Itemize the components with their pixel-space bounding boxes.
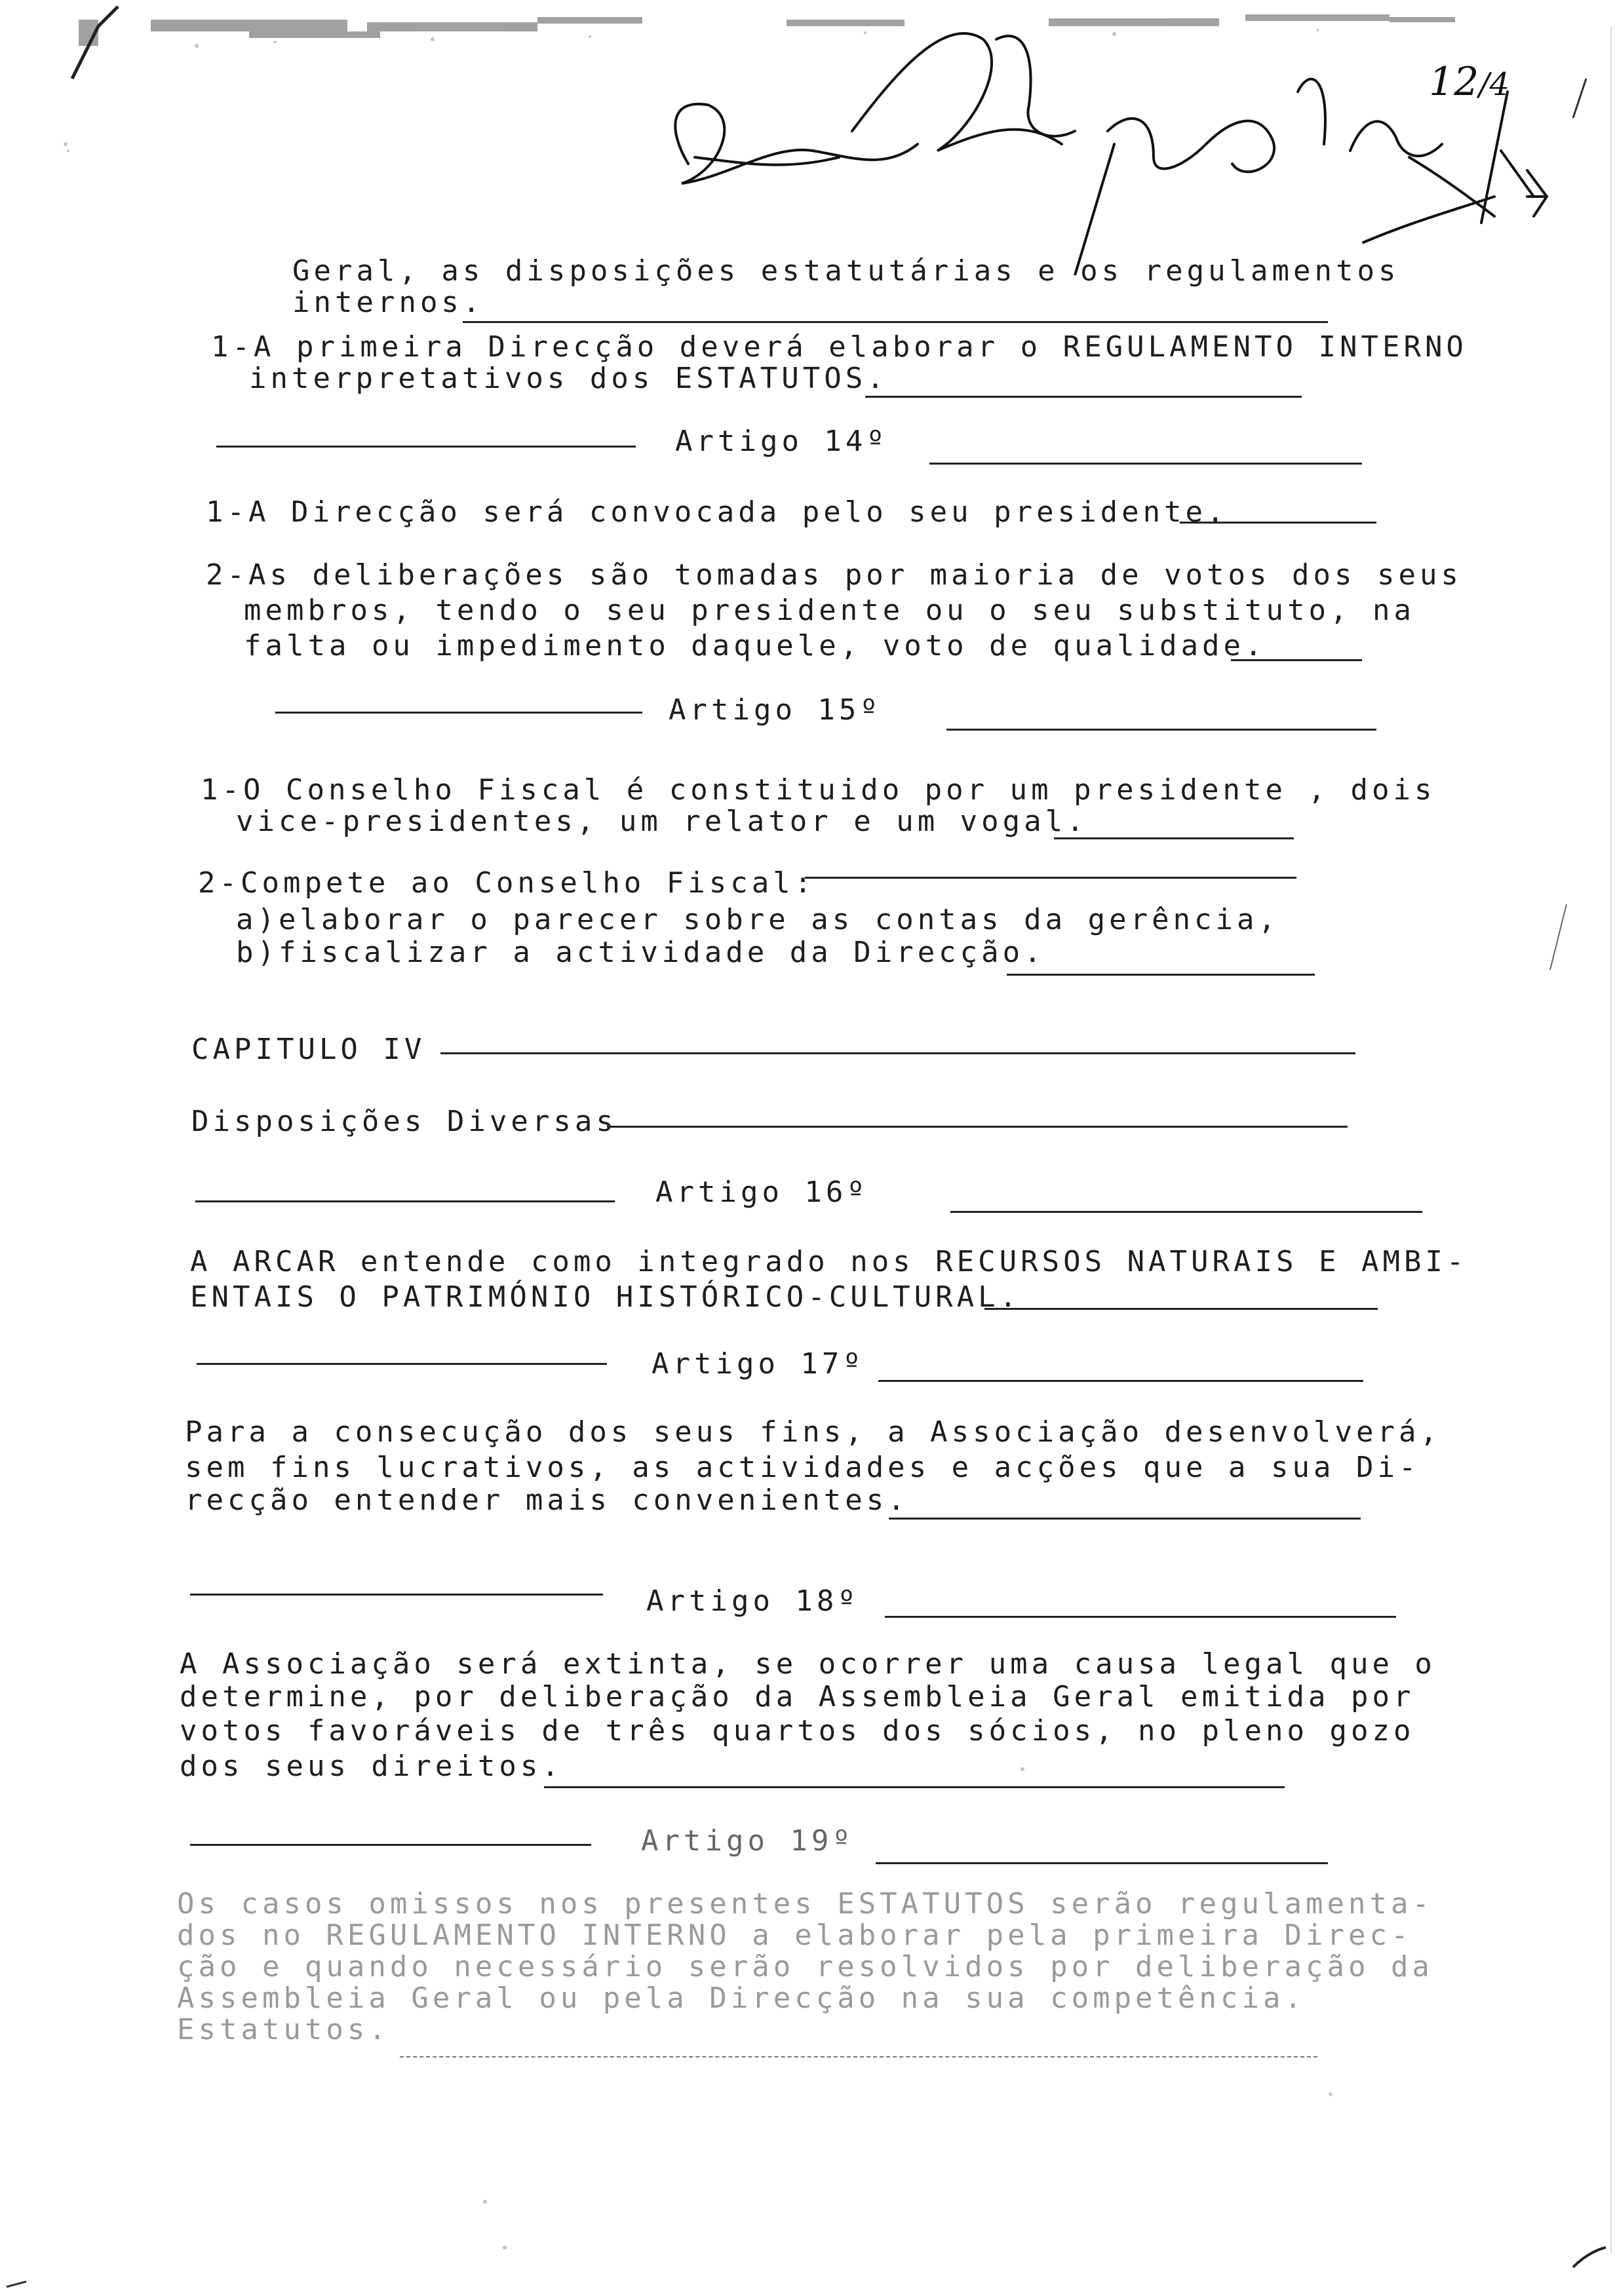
- text-line: sem fins lucrativos, as actividades e acções que a sua Di-: [185, 1451, 1420, 1484]
- fill-rule: [400, 2056, 1317, 2057]
- chapter-heading: CAPITULO IV: [191, 1033, 426, 1066]
- fill-rule: [195, 1200, 615, 1202]
- text-line: interpretativos dos ESTATUTOS.: [249, 362, 888, 395]
- fill-rule: [190, 1594, 603, 1596]
- fill-rule: [1007, 974, 1315, 976]
- article-heading: Artigo 19º: [641, 1824, 854, 1858]
- fill-rule: [463, 321, 1328, 323]
- text-line: A Associação será extinta, se ocorrer uma causa legal que o: [180, 1647, 1436, 1681]
- text-line: Geral, as disposições estatutárias e os regulamentos: [292, 254, 1400, 288]
- fill-rule: [190, 1844, 591, 1846]
- article-heading: Artigo 14º: [675, 425, 888, 458]
- fill-rule: [878, 1380, 1363, 1382]
- text-line: dos seus direitos.: [180, 1750, 563, 1783]
- text-line-faded: Os casos omissos nos presentes ESTATUTOS serão regulamenta-: [177, 1887, 1433, 1921]
- section-heading: Disposições Diversas: [191, 1105, 617, 1138]
- text-line: determine, por deliberação da Assembleia Geral emitida por: [180, 1680, 1415, 1713]
- fill-rule: [984, 1308, 1378, 1310]
- text-line: A ARCAR entende como integrado nos RECURSOS NATURAIS E AMBI-: [190, 1245, 1468, 1278]
- text-line: a)elaborar o parecer sobre as contas da gerência,: [236, 903, 1280, 936]
- fill-rule: [929, 463, 1362, 465]
- fill-rule: [1180, 522, 1376, 524]
- fill-rule: [950, 1211, 1422, 1213]
- article-heading: Artigo 18º: [646, 1584, 859, 1618]
- text-line-faded: ção e quando necessário serão resolvidos por deliberação da: [177, 1950, 1433, 1983]
- fill-rule: [275, 712, 642, 714]
- fill-rule: [885, 1616, 1396, 1618]
- fill-rule: [440, 1052, 1355, 1054]
- text-line: votos favoráveis de três quartos dos sócios, no pleno gozo: [180, 1714, 1415, 1748]
- text-line: internos.: [292, 286, 484, 319]
- fill-rule: [607, 1126, 1348, 1128]
- text-line: recção entender mais convenientes.: [185, 1483, 909, 1517]
- text-line: 2-As deliberações são tomadas por maioria de votos dos seus: [206, 558, 1462, 592]
- fill-rule: [1054, 837, 1294, 839]
- fill-rule: [1231, 659, 1362, 661]
- text-line: falta ou impedimento daquele, voto de qualidade.: [244, 629, 1266, 662]
- text-line: membros, tendo o seu presidente ou o seu substituto, na: [244, 594, 1415, 627]
- fill-rule: [876, 1862, 1328, 1864]
- fill-rule: [889, 1518, 1361, 1520]
- fill-rule: [197, 1363, 607, 1365]
- text-line: b)fiscalizar a actividade da Direcção.: [236, 936, 1045, 969]
- text-line: ENTAIS O PATRIMÓNIO HISTÓRICO-CULTURAL.: [190, 1280, 1021, 1314]
- text-line-faded: Estatutos.: [177, 2013, 390, 2046]
- fill-rule: [865, 396, 1302, 398]
- text-line: 1-A primeira Direcção deverá elaborar o REGULAMENTO INTERNO: [211, 330, 1468, 364]
- text-line-faded: Assembleia Geral ou pela Direcção na sua competência.: [177, 1981, 1306, 2015]
- fill-rule: [216, 446, 636, 448]
- text-line: Para a consecução dos seus fins, a Associação desenvolverá,: [185, 1415, 1441, 1449]
- text-line: 2-Compete ao Conselho Fiscal:: [198, 866, 816, 900]
- page-number: 12/4: [1429, 59, 1510, 105]
- signatures: [0, 0, 1615, 275]
- text-line-faded: dos no REGULAMENTO INTERNO a elaborar pela primeira Direc-: [177, 1919, 1412, 1952]
- text-line: 1-A Direcção será convocada pelo seu presidente.: [206, 495, 1228, 529]
- article-heading: Artigo 17º: [652, 1347, 865, 1381]
- text-line: 1-O Conselho Fiscal é constituido por um presidente , dois: [201, 773, 1436, 807]
- text-line: vice-presidentes, um relator e um vogal.: [236, 805, 1088, 838]
- fill-rule: [544, 1786, 1285, 1788]
- fill-rule: [946, 729, 1376, 731]
- article-heading: Artigo 16º: [655, 1176, 868, 1209]
- fill-rule: [805, 877, 1296, 879]
- article-heading: Artigo 15º: [669, 693, 882, 727]
